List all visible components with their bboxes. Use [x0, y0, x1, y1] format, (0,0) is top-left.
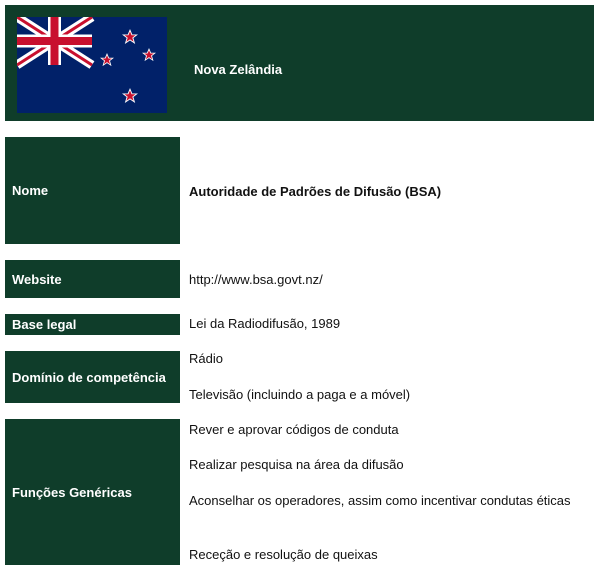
- value-funcao-2: Realizar pesquisa na área da difusão: [189, 457, 404, 472]
- value-base-legal: Lei da Radiodifusão, 1989: [189, 316, 341, 331]
- label-funcoes: Funções Genéricas: [5, 419, 180, 565]
- value-dominio-televisao: Televisão (incluindo a paga e a móvel): [189, 387, 411, 402]
- header-panel: [5, 5, 594, 121]
- label-dominio: Domínio de competência: [5, 351, 180, 403]
- label-base-legal: Base legal: [5, 314, 180, 335]
- value-funcao-4: Receção e resolução de queixas: [189, 547, 378, 562]
- label-nome: Nome: [5, 137, 180, 244]
- country-title: Nova Zelândia: [194, 62, 283, 77]
- label-website: Website: [5, 260, 180, 298]
- union-jack-icon: [17, 17, 92, 65]
- website-link[interactable]: http://www.bsa.govt.nz/: [189, 272, 323, 287]
- value-funcao-1: Rever e aprovar códigos de conduta: [189, 422, 399, 437]
- value-nome: Autoridade de Padrões de Difusão (BSA): [189, 184, 442, 199]
- value-dominio-radio: Rádio: [189, 351, 223, 366]
- new-zealand-flag-icon: [17, 17, 167, 113]
- value-funcao-3: Aconselhar os operadores, assim como incentivar condutas éticas: [189, 493, 571, 508]
